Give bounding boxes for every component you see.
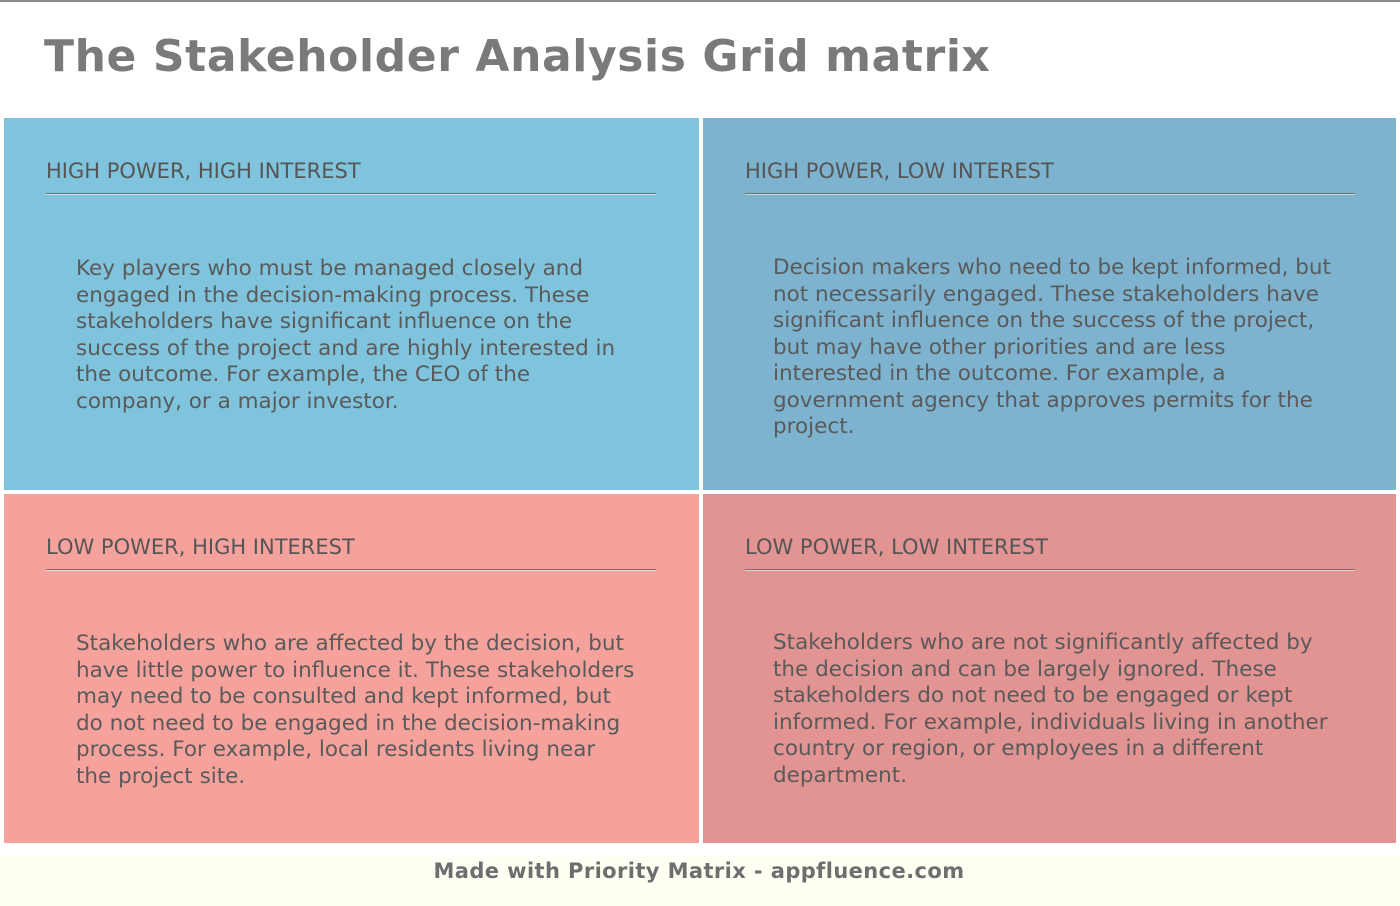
quadrant-description: Key players who must be managed closely and engaged in the decision-making process. These stakeholders have significant influence on the success of the project and are highly interested in the outcome. For example, the CEO of the company, or a major investor. bbox=[76, 256, 616, 414]
quadrant-high-power-high-interest[interactable] bbox=[4, 118, 699, 490]
quadrant-low-power-low-interest[interactable] bbox=[703, 494, 1396, 843]
quadrant-description: Stakeholders who are not significantly affected by the decision and can be largely ignored. These stakeholders do not need to be engaged or kept informed. For example, individuals living in another country or region, or employees in a different department. bbox=[773, 630, 1328, 788]
heading-divider bbox=[745, 193, 1355, 195]
quadrant-low-power-high-interest[interactable] bbox=[4, 494, 699, 843]
quadrant-high-power-low-interest[interactable] bbox=[703, 118, 1396, 490]
page-title: The Stakeholder Analysis Grid matrix bbox=[44, 31, 991, 82]
quadrant-heading: LOW POWER, HIGH INTEREST bbox=[46, 535, 355, 559]
quadrant-heading: HIGH POWER, LOW INTEREST bbox=[745, 159, 1054, 183]
quadrant-description: Stakeholders who are affected by the decision, but have little power to influence it. These stakeholders may need to be consulted and kept informed, but do not need to be engaged in the decision-making process. For example, local residents living near the project site. bbox=[76, 631, 635, 789]
top-border bbox=[0, 0, 1400, 2]
quadrant-heading: HIGH POWER, HIGH INTEREST bbox=[46, 159, 361, 183]
heading-divider bbox=[745, 569, 1355, 571]
footer bbox=[0, 855, 1400, 906]
quadrant-heading: LOW POWER, LOW INTEREST bbox=[745, 535, 1049, 559]
quadrant-description: Decision makers who need to be kept informed, but not necessarily engaged. These stakeholders have significant influence on the success of the project, but may have other priorities and are less interested in the outcome. For example, a government agency that approves permits for the project. bbox=[773, 255, 1331, 439]
footer-credit: Made with Priority Matrix - appfluence.com bbox=[433, 859, 965, 883]
heading-divider bbox=[46, 569, 656, 571]
heading-divider bbox=[46, 193, 656, 195]
